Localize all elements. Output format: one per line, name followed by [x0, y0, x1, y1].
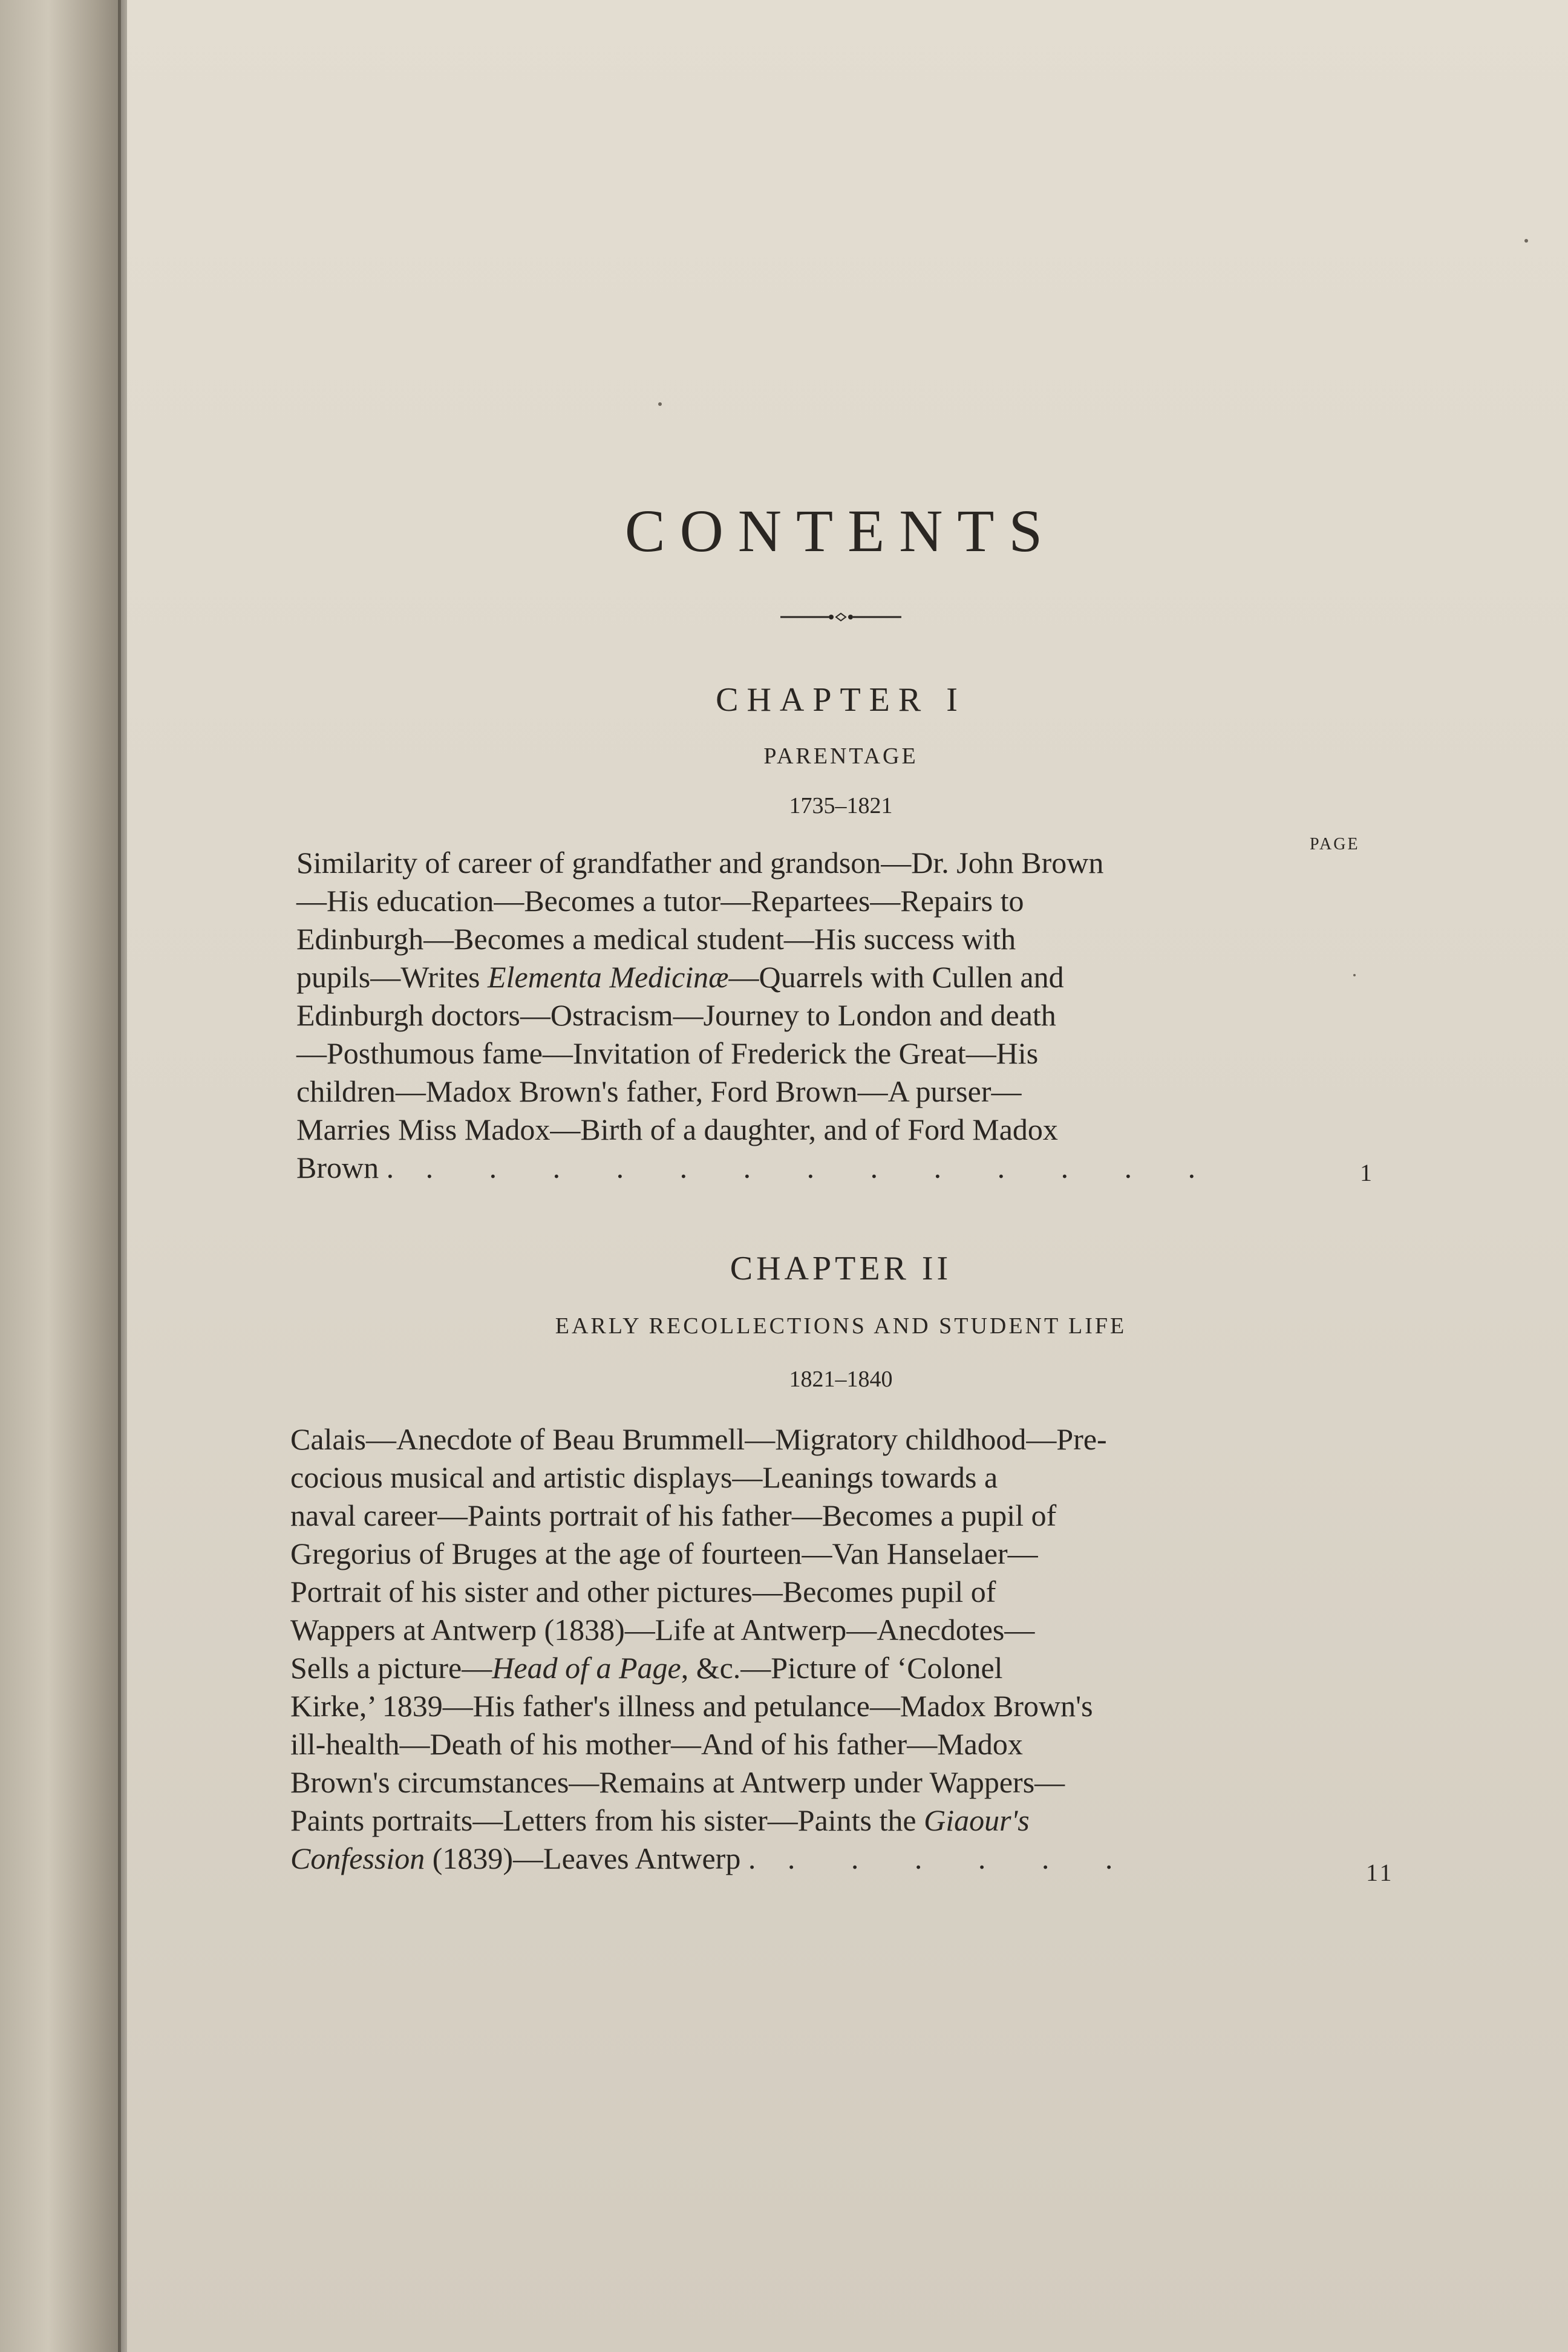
dot-leaders: . . . . . . . . . . . . .	[394, 1151, 1220, 1184]
chapter-2-number: CHAPTER II	[730, 1250, 952, 1287]
summary-text: —Quarrels with Cullen and	[728, 960, 1064, 994]
chapter-2-title: EARLY RECOLLECTIONS AND STUDENT LIFE	[555, 1313, 1127, 1339]
chapter-2-summary	[290, 1420, 1313, 1878]
summary-text: Brown .	[296, 1151, 394, 1184]
summary-line: Calais—Anecdote of Beau Brummell—Migratory childhood—Pre-	[290, 1422, 1107, 1456]
chapter-2-page: 11	[1366, 1859, 1394, 1886]
summary-text: , &c.—Picture of ‘Colonel	[681, 1651, 1003, 1685]
painting-title-italic: Giaour's	[924, 1803, 1030, 1837]
summary-line	[296, 1149, 1301, 1187]
summary-line: children—Madox Brown's father, Ford Brown—A purser—	[296, 1074, 1022, 1108]
chapter-2-dates: 1821–1840	[789, 1367, 893, 1392]
dot-leaders: . . . . . .	[756, 1841, 1137, 1875]
ornament-divider-icon	[780, 611, 901, 623]
summary-line: Brown's circumstances—Remains at Antwerp under Wappers—	[290, 1765, 1065, 1799]
summary-text: Paints portraits—Letters from his sister—Paints the	[290, 1803, 924, 1837]
summary-line: Similarity of career of grandfather and grandson—Dr. John Brown	[296, 846, 1104, 880]
paper-speck	[1524, 239, 1528, 243]
chapter-1-dates: 1735–1821	[789, 793, 893, 818]
summary-line	[290, 1802, 1313, 1840]
chapter-1-page: 1	[1360, 1159, 1372, 1186]
summary-line: Gregorius of Bruges at the age of fourteen—Van Hanselaer—	[290, 1537, 1038, 1570]
paper-speck	[1353, 974, 1356, 976]
summary-text: (1839)—Leaves Antwerp .	[425, 1841, 756, 1875]
summary-line: Wappers at Antwerp (1838)—Life at Antwerp—Anecdotes—	[290, 1613, 1035, 1647]
chapter-1-title: PARENTAGE	[763, 743, 918, 769]
summary-line: Marries Miss Madox—Birth of a daughter, and of Ford Madox	[296, 1112, 1058, 1146]
painting-title-italic: Head of a Page	[492, 1651, 681, 1685]
summary-line: ill-health—Death of his mother—And of his father—Madox	[290, 1727, 1023, 1761]
page-column-label: PAGE	[1310, 835, 1360, 854]
chapter-1-number: CHAPTER I	[716, 681, 966, 719]
paper-speck	[658, 402, 662, 406]
summary-line: —His education—Becomes a tutor—Repartees—Repairs to	[296, 884, 1024, 918]
summary-line	[290, 1649, 1313, 1687]
summary-line: naval career—Paints portrait of his father—Becomes a pupil of	[290, 1498, 1057, 1532]
summary-line	[290, 1840, 1313, 1878]
summary-line	[296, 958, 1301, 996]
summary-line: Edinburgh—Becomes a medical student—His success with	[296, 922, 1016, 956]
summary-line: Edinburgh doctors—Ostracism—Journey to London and death	[296, 998, 1056, 1032]
painting-title-italic: Confession	[290, 1841, 425, 1875]
chapter-1-summary	[296, 844, 1301, 1187]
summary-text: Sells a picture—	[290, 1651, 492, 1685]
book-title-italic: Elementa Medicinæ	[488, 960, 729, 994]
summary-line: Portrait of his sister and other pictures—Becomes pupil of	[290, 1575, 996, 1609]
summary-line: —Posthumous fame—Invitation of Frederick the Great—His	[296, 1036, 1039, 1070]
page-title: CONTENTS	[624, 497, 1057, 564]
summary-text: pupils—Writes	[296, 960, 488, 994]
summary-line: cocious musical and artistic displays—Leanings towards a	[290, 1460, 998, 1494]
summary-line: Kirke,’ 1839—His father's illness and petulance—Madox Brown's	[290, 1689, 1093, 1723]
